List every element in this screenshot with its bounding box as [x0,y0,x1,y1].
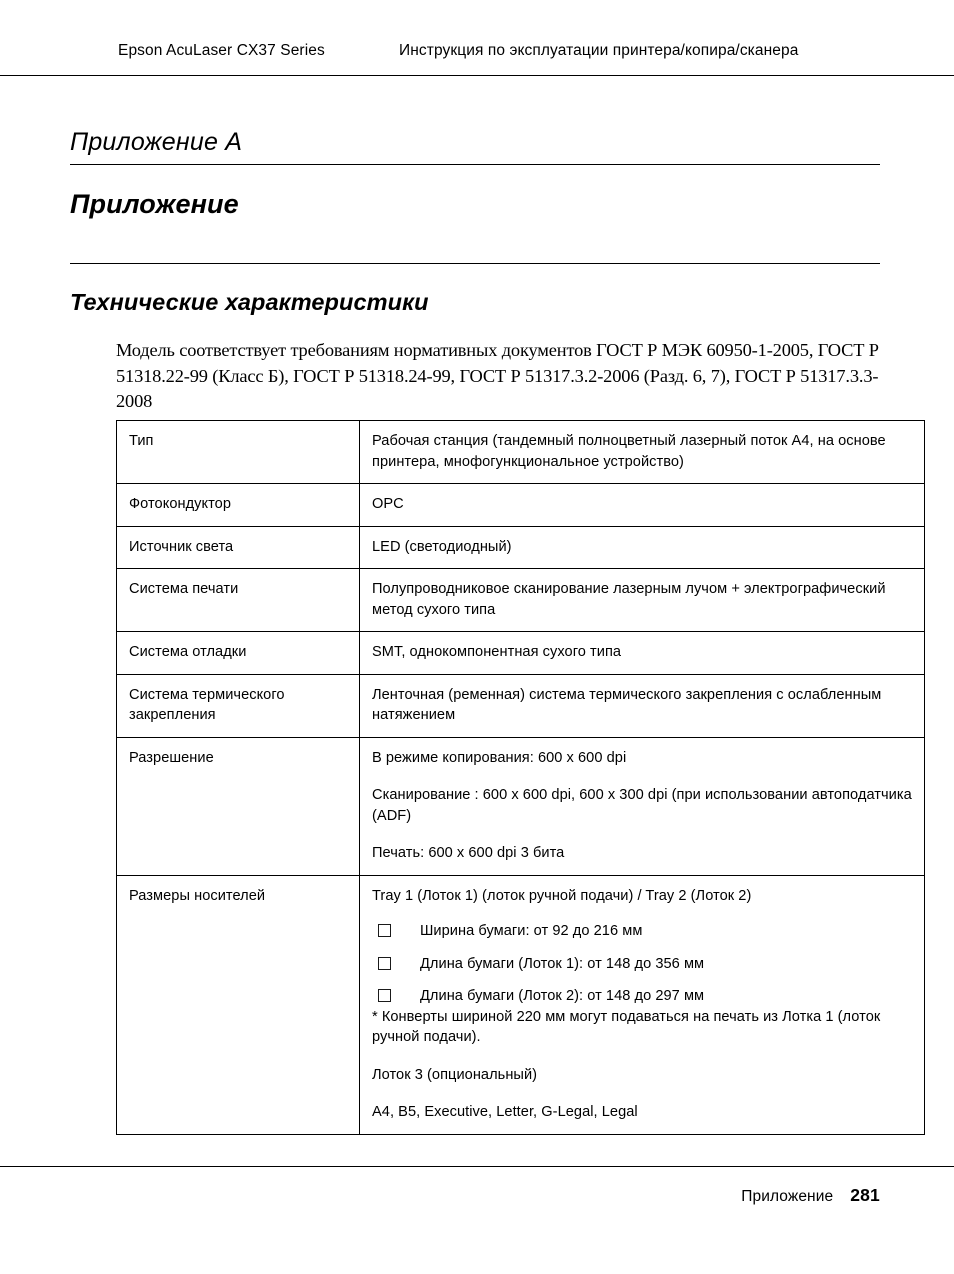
table-row-media-sizes [117,875,925,1134]
chapter-divider [70,164,880,165]
media-size-bullet-list [372,921,912,1007]
section-heading: Технические характеристики [70,288,429,315]
resolution-scan-mode: Сканирование : 600 x 600 dpi, 600 x 300 dpi (при использовании автоподатчика (ADF) [372,787,912,824]
spec-label: Размеры носителей [117,875,360,1134]
list-item [372,921,912,942]
table-row [117,674,925,737]
list-item-label: Длина бумаги (Лоток 2): от 148 до 297 мм [420,988,705,1004]
header-divider [0,75,954,76]
table-row [117,632,925,675]
running-footer [741,1185,880,1206]
list-item-label: Длина бумаги (Лоток 1): от 148 до 356 мм [420,955,705,972]
square-bullet-icon [378,989,391,1002]
spec-value: Полупроводниковое сканирование лазерным лучом + электрографический метод сухого типа [360,569,925,632]
square-bullet-icon [378,924,391,937]
spec-label: Источник света [117,526,360,569]
media-tray-lead: Tray 1 (Лоток 1) (лоток ручной подачи) / Tray 2 (Лоток 2) [372,887,752,904]
media-tray3-sizes: A4, B5, Executive, Letter, G-Legal, Legal [372,1104,638,1120]
spec-value-media-sizes [360,875,925,1134]
footer-chapter-label: Приложение [741,1188,834,1205]
list-item [372,954,912,975]
spec-value-resolution [360,737,925,875]
page-number: 281 [850,1185,880,1205]
table-row [117,526,925,569]
chapter-eyebrow: Приложение A [70,128,243,156]
section-divider [70,263,880,264]
spec-value: SMT, однокомпонентная сухого типа [360,632,925,675]
spec-label: Система отладки [117,632,360,675]
resolution-copy-mode: В режиме копирования: 600 x 600 dpi [372,749,627,766]
page-title: Приложение [70,189,239,220]
specifications-table [116,420,925,1135]
spec-label: Тип [117,421,360,484]
section-intro-paragraph: Модель соответствует требованиям нормативных документов ГОСТ Р МЭК 60950-1-2005, ГОСТ Р 51318.22-99 (Класс Б), ГОСТ Р 51318.24-99, ГОСТ Р 51317.3.2-2006 (Разд. 6, 7), ГОСТ Р 51317.3.3-2008 [116,340,879,412]
spec-label: Фотокондуктор [117,484,360,527]
table-row-resolution [117,737,925,875]
table-row [117,569,925,632]
spec-value: LED (светодиодный) [360,526,925,569]
list-item [372,986,912,1007]
square-bullet-icon [378,957,391,970]
table-row [117,421,925,484]
table-row [117,484,925,527]
spec-value: Рабочая станция (тандемный полноцветный лазерный поток A4, на основе принтера, мнофогункциональное устройство) [360,421,925,484]
header-manual-title: Инструкция по эксплуатации принтера/копира/сканера [399,42,799,59]
spec-label: Разрешение [117,737,360,875]
running-header [0,42,954,70]
footer-divider [0,1166,954,1167]
media-envelope-note: * Конверты шириной 220 мм могут подаваться на печать из Лотка 1 (лоток ручной подачи). [372,1008,881,1045]
spec-label: Система печати [117,569,360,632]
list-item-label: Ширина бумаги: от 92 до 216 мм [420,923,643,939]
resolution-print-mode: Печать: 600 x 600 dpi 3 бита [372,845,565,861]
spec-label: Система термического закрепления [117,674,360,737]
header-product-name: Epson AcuLaser CX37 Series [118,42,325,59]
spec-value: Ленточная (ременная) система термического закрепления с ослабленным натяжением [360,674,925,737]
media-tray3-label: Лоток 3 (опциональный) [372,1066,538,1083]
spec-value: OPC [360,484,925,527]
